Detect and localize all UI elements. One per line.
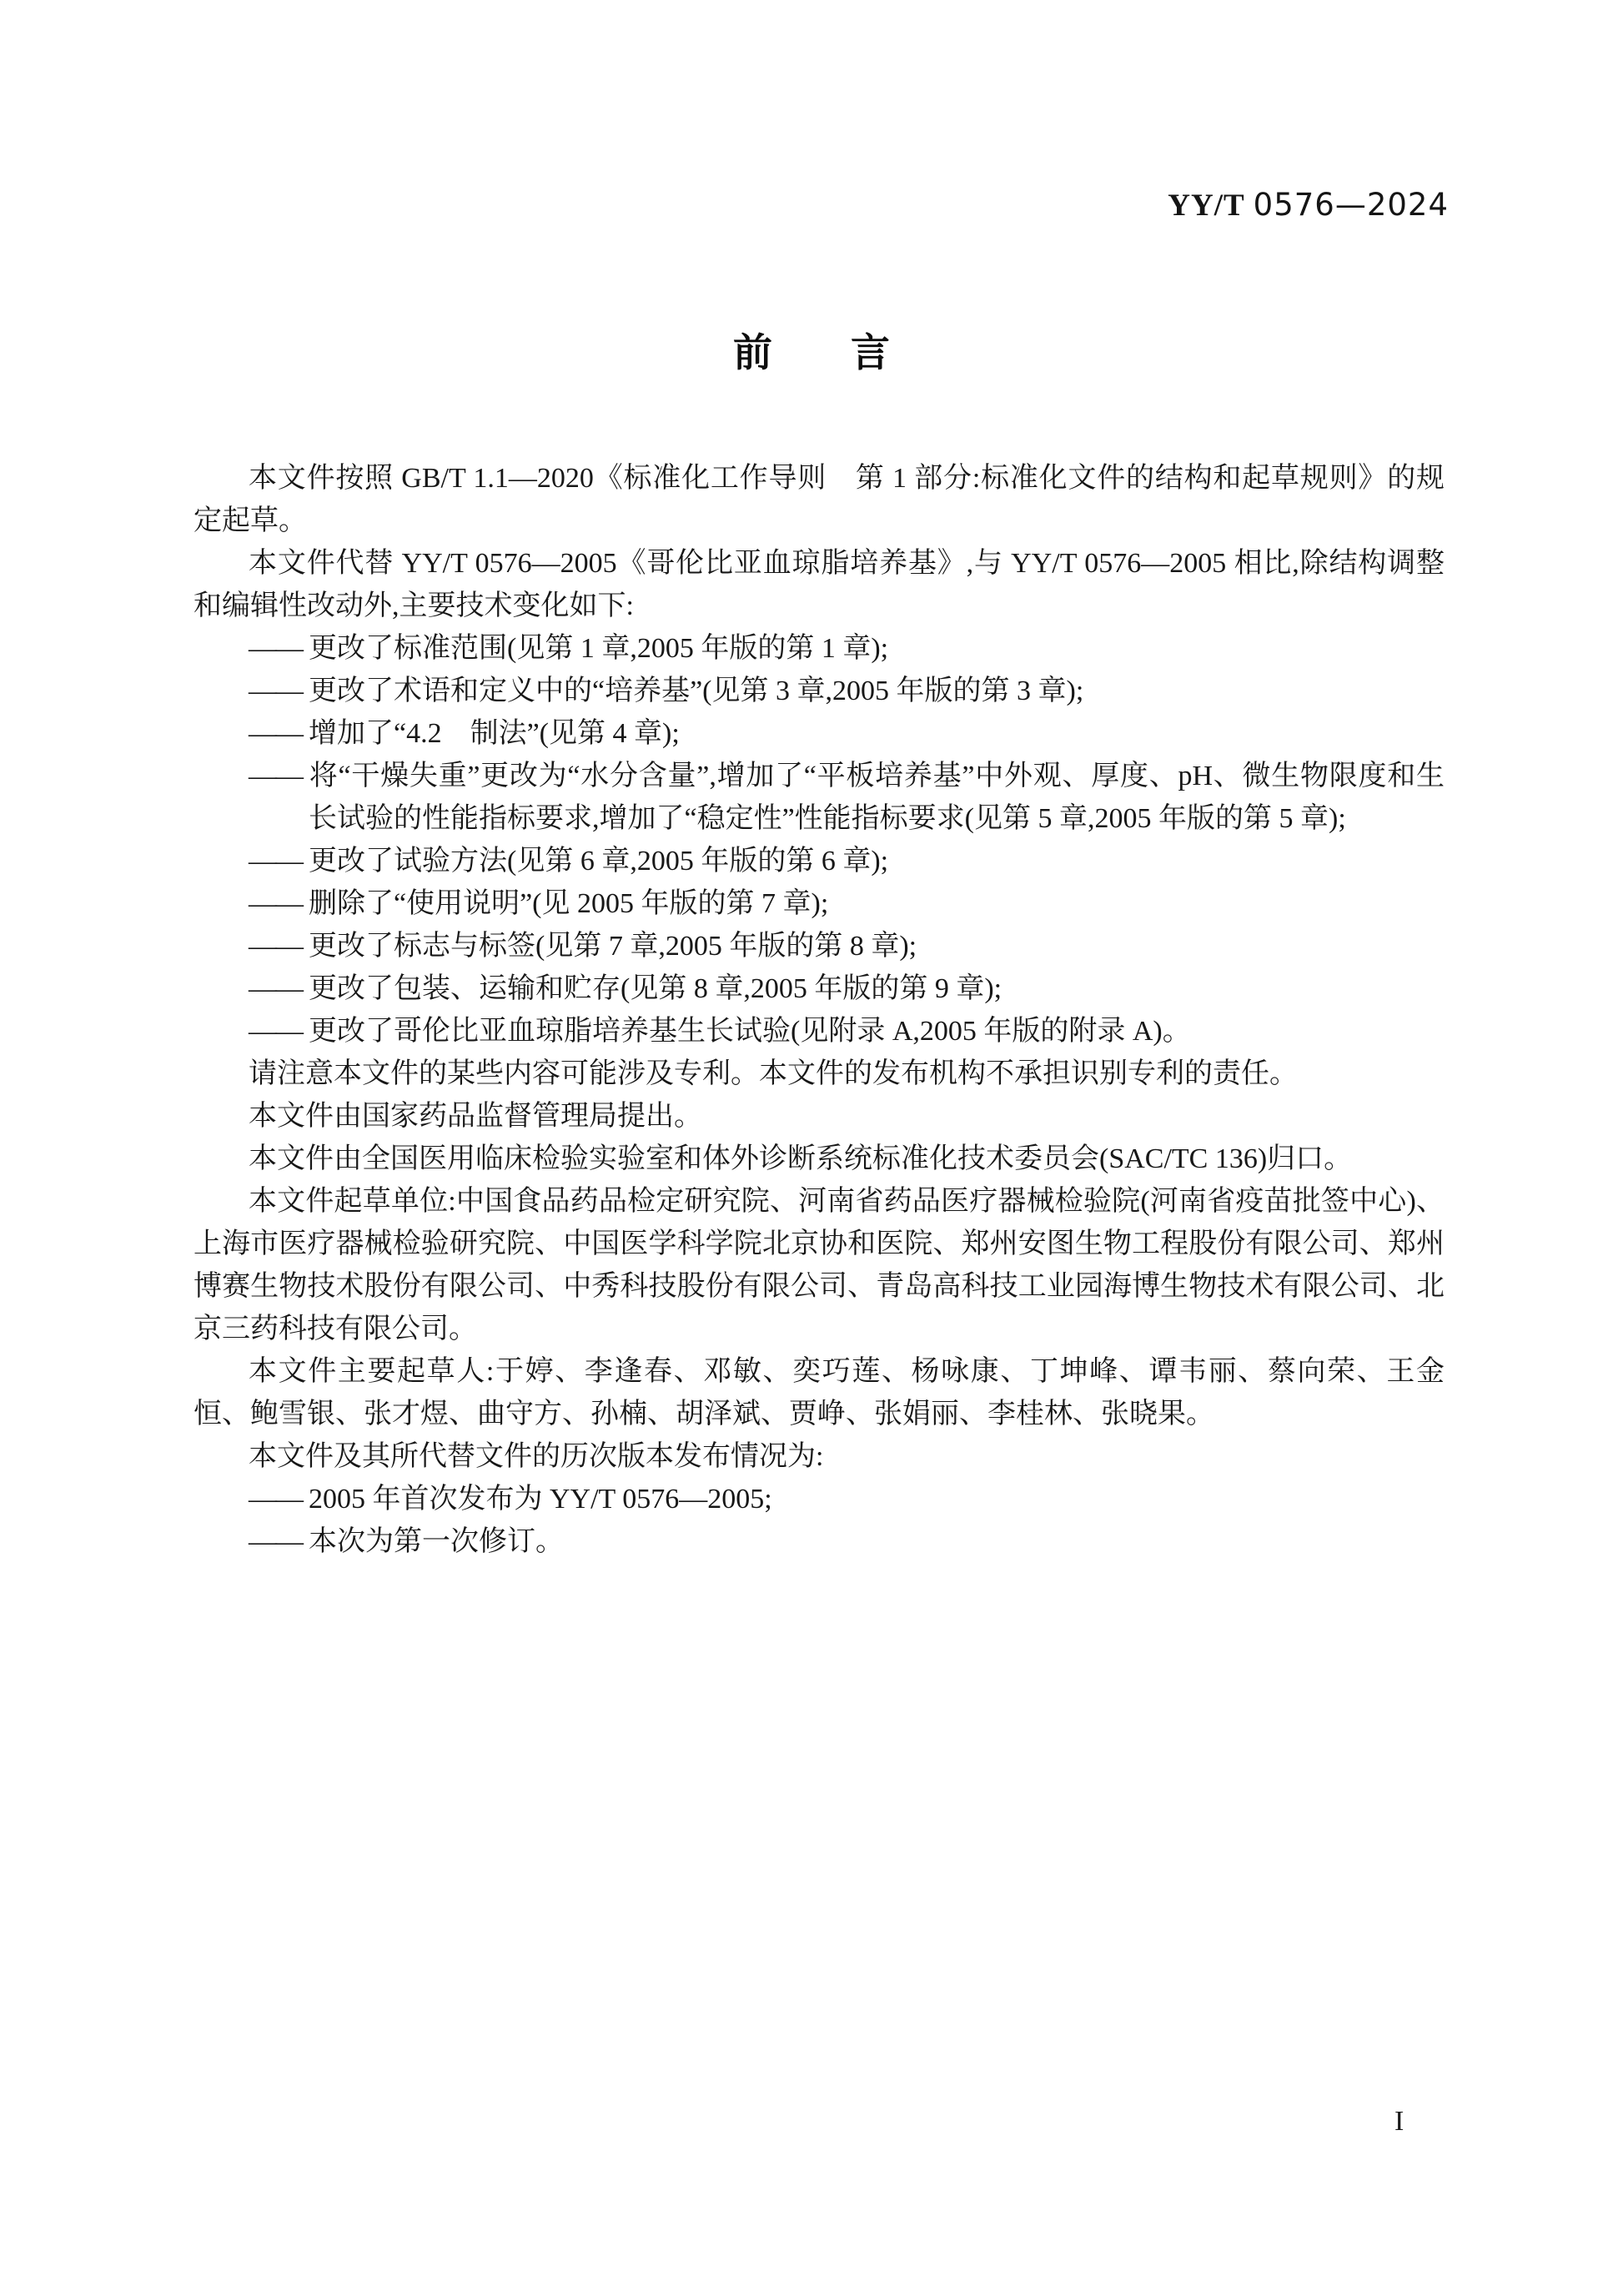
change-list-item-text: 更改了标志与标签(见第 7 章,2005 年版的第 8 章); xyxy=(309,931,917,962)
change-list-item-text: 更改了术语和定义中的“培养基”(见第 3 章,2005 年版的第 3 章); xyxy=(309,676,1084,706)
em-dash-prefix: —— xyxy=(249,1016,302,1047)
foreword-paragraph: 本文件由全国医用临床检验实验室和体外诊断系统标准化技术委员会(SAC/TC 136)归口。 xyxy=(249,1143,1353,1174)
change-list-item xyxy=(193,670,1445,712)
em-dash-prefix: —— xyxy=(249,931,302,962)
change-list-item xyxy=(193,925,1445,967)
edition-list-item xyxy=(193,1520,1445,1563)
em-dash-prefix: —— xyxy=(249,761,302,791)
foreword-paragraph: 请注意本文件的某些内容可能涉及专利。本文件的发布机构不承担识别专利的责任。 xyxy=(249,1058,1298,1089)
change-list-item xyxy=(193,882,1445,925)
change-list-item xyxy=(193,627,1445,670)
em-dash-prefix: —— xyxy=(249,973,302,1004)
foreword-body xyxy=(193,457,1445,1563)
change-list-item xyxy=(193,840,1445,882)
page-number: I xyxy=(1394,2106,1404,2137)
em-dash-prefix: —— xyxy=(249,1526,302,1557)
foreword-paragraph: 本文件代替 YY/T 0576—2005《哥伦比亚血琼脂培养基》,与 YY/T 0576—2005 相比,除结构调整和编辑性改动外,主要技术变化如下: xyxy=(193,548,1445,621)
change-list-item-text: 更改了试验方法(见第 6 章,2005 年版的第 6 章); xyxy=(309,846,889,877)
change-list-item-text: 将“干燥失重”更改为“水分含量”,增加了“平板培养基”中外观、厚度、pH、微生物限度和生长试验的性能指标要求,增加了“稳定性”性能指标要求(见第 5 章,2005 年版的第 5 章); xyxy=(309,761,1445,834)
em-dash-prefix: —— xyxy=(249,1484,302,1515)
doc-number-value: 0576—2024 xyxy=(1253,187,1449,223)
change-list-item-text: 删除了“使用说明”(见 2005 年版的第 7 章); xyxy=(309,888,829,919)
change-list-item-text: 更改了包装、运输和贮存(见第 8 章,2005 年版的第 9 章); xyxy=(309,973,1002,1004)
foreword-paragraph: 本文件起草单位:中国食品药品检定研究院、河南省药品医疗器械检验院(河南省疫苗批签中心)、上海市医疗器械检验研究院、中国医学科学院北京协和医院、郑州安图生物工程股份有限公司、郑州博赛生物技术股份有限公司、中秀科技股份有限公司、青岛高科技工业园海博生物技术有限公司、北京三药科技有限公司。 xyxy=(193,1186,1445,1344)
change-list-item xyxy=(193,755,1445,840)
change-list-item-text: 更改了哥伦比亚血琼脂培养基生长试验(见附录 A,2005 年版的附录 A)。 xyxy=(309,1016,1191,1047)
em-dash-prefix: —— xyxy=(249,888,302,919)
em-dash-prefix: —— xyxy=(249,633,302,664)
foreword-paragraph: 本文件由国家药品监督管理局提出。 xyxy=(249,1101,702,1132)
foreword-heading: 前 言 xyxy=(733,330,890,376)
doc-number-prefix: YY/T xyxy=(1168,188,1245,223)
change-list-item xyxy=(193,1010,1445,1053)
change-list-item-text: 更改了标准范围(见第 1 章,2005 年版的第 1 章); xyxy=(309,633,889,664)
edition-list-item-text: 2005 年首次发布为 YY/T 0576—2005; xyxy=(309,1484,772,1515)
em-dash-prefix: —— xyxy=(249,846,302,877)
change-list-item-text: 增加了“4.2 制法”(见第 4 章); xyxy=(309,718,680,749)
edition-list-item-text: 本次为第一次修订。 xyxy=(309,1526,564,1557)
doc-number xyxy=(1168,188,1449,223)
change-list-item xyxy=(193,712,1445,755)
edition-list-item xyxy=(193,1478,1445,1520)
em-dash-prefix: —— xyxy=(249,676,302,706)
foreword-paragraph: 本文件及其所代替文件的历次版本发布情况为: xyxy=(249,1441,824,1472)
change-list-item xyxy=(193,967,1445,1010)
em-dash-prefix: —— xyxy=(249,718,302,749)
foreword-paragraph: 本文件主要起草人:于婷、李逢春、邓敏、奕巧莲、杨咏康、丁坤峰、谭韦丽、蔡向荣、王金恒、鲍雪银、张才煜、曲守方、孙楠、胡泽斌、贾峥、张娟丽、李桂林、张晓果。 xyxy=(193,1356,1445,1429)
foreword-paragraph: 本文件按照 GB/T 1.1—2020《标准化工作导则 第 1 部分:标准化文件的结构和起草规则》的规定起草。 xyxy=(193,463,1445,536)
